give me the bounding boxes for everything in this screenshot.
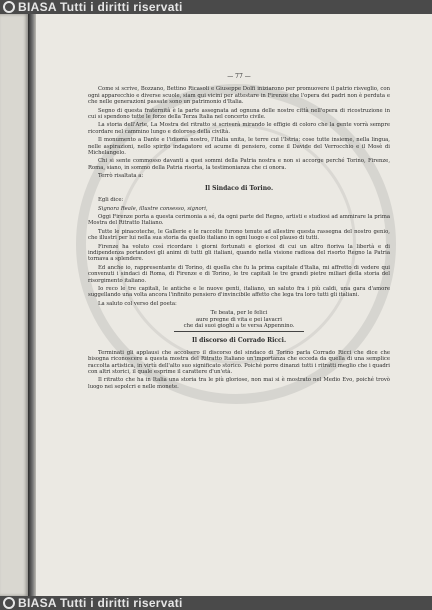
paragraph: Firenze ha voluto così ricordare i giorni fortunati e gloriosi di cui un altro fioriva la libertà e di indipendenza portandovi gli animi di tutti gli italiani, quando nella visione radiosa del risorto Regno la Patria tornava a splendere.	[88, 243, 390, 263]
section-heading: Il discorso di Corrado Ricci.	[191, 337, 287, 345]
watermark-text: BIASA Tutti i diritti riservati	[18, 0, 183, 14]
paragraph: La storia dell'Arte, La Mostra del ritratto si scriverà mirando le effigie di coloro che la gente vorrà sempre ricordare nel cammino lungo e doloroso della civiltà.	[88, 122, 390, 135]
watermark-text: BIASA Tutti i diritti riservati	[18, 596, 183, 610]
watermark-banner-bottom	[0, 596, 432, 610]
paragraph: Io reco le tre capitali, le antiche e le nuove genti, italiano, un saluto fra i più caldi, una gara d'amore suggellando una volta ancora l'infinito pensiero d'invincibile affetto che lega tra loro tutti gli italiani.	[88, 285, 390, 299]
paragraph: Ed anche io, rappresentante di Torino, di quella che fu la prima capitale d'Italia, mi affretto di vedere qui convenuti i sindaci di Roma, di Firenze e di Torino, le tre capitali le tre grandi pietre miliari della storia del risorgimento italiano.	[88, 264, 390, 284]
copyright-icon	[3, 597, 15, 609]
intro-line: Egli dice:	[98, 197, 124, 204]
paragraph: Oggi Firenze porta a questa cerimonia a sé, da ogni parte del Regno, artisti e studiosi ad ammirare la prima Mostra del Ritratto Italiano.	[88, 213, 390, 227]
paragraph: Tutte le pinacoteche, le Gallerie e le raccolte furono tenute ad allestire questa rassegna del nostro genio, che illustri per lui nella sua storia da quello italiano in ogni luogo e col plauso di tutti.	[88, 228, 390, 242]
facing-page-edge	[0, 14, 28, 596]
divider	[174, 331, 304, 332]
paragraph: La saluto col verso del poeta:	[98, 300, 177, 307]
page-number: — 77 —	[227, 73, 251, 80]
book-gutter	[28, 14, 36, 596]
watermark-banner-top	[0, 0, 432, 14]
section-heading: Il Sindaco di Torino.	[204, 184, 274, 192]
poem-line: aure pregne di vita e pei lavacri	[196, 316, 282, 323]
copyright-icon	[3, 1, 15, 13]
page-content	[88, 74, 390, 392]
poem-quote	[88, 310, 390, 332]
salutation: Signora Reale, illustre consesso, signori,	[98, 205, 208, 212]
poem-line: che dai suoi gioghi a te versa Appennino.	[183, 323, 295, 329]
paragraph: Terrò risaltata a:	[98, 173, 144, 180]
paragraph: Il ritratto che ha in Italia una storia tra le più gloriose, non mai si è mostrato nel Medio Evo, poiché trovò luogo nei sepolcri e nelle monete.	[88, 377, 390, 390]
paragraph: Chi si sente commosso davanti a quei sommi della Patria nostra e non si accorge perché Torino, Firenze, Roma, siano, in sommo della Patria risorta, la testimonianza che ci onora.	[88, 158, 390, 171]
paragraph: Come si scrive, Bozzano, Bettino Ricasoli e Giuseppe Dolfi iniziarono per promuovere il patrio risveglio, con ogni apparecchio e diverse scuole, siam qui vicini per attestare in Firenze che l'opera dei padri non è perduta e che nelle generazioni passate sono un patrimonio d'Italia.	[88, 86, 390, 106]
paragraph: Il monumento a Dante e l'idioma nostro, l'Italia unita, le terre cui l'Istria; cose tutte insieme, nella lingua, nelle aspirazioni, nello spirito indagatore ed acume di pensiero, come il Davide del Verrocchio e il Mosè di Michelangelo.	[88, 137, 390, 157]
paragraph: Segno di questa fraternità è la parte assegnata ad ognuna delle nostre città nell'opera di ricostruzione in cui si spendono tutte le forze della Terza Italia nel concerto civile.	[88, 107, 390, 121]
document-page	[36, 14, 432, 596]
paragraph: Terminati gli applausi che accolsero il discorso del sindaco di Torino parla Corrado Ricci che dice che bisogna riconoscere a questa mostra del Ritratto Italiano un'importanza che ecceda da quella di una semplice raccolta artistica, in virtù dell'alto suo significato storico. Poiché porre dinanzi tutti i ritratti meglio che i quadri con altri storici, il quale esprime il carattere d'un'età.	[88, 349, 390, 376]
poem-line: Te beata, per le felici	[210, 310, 268, 317]
